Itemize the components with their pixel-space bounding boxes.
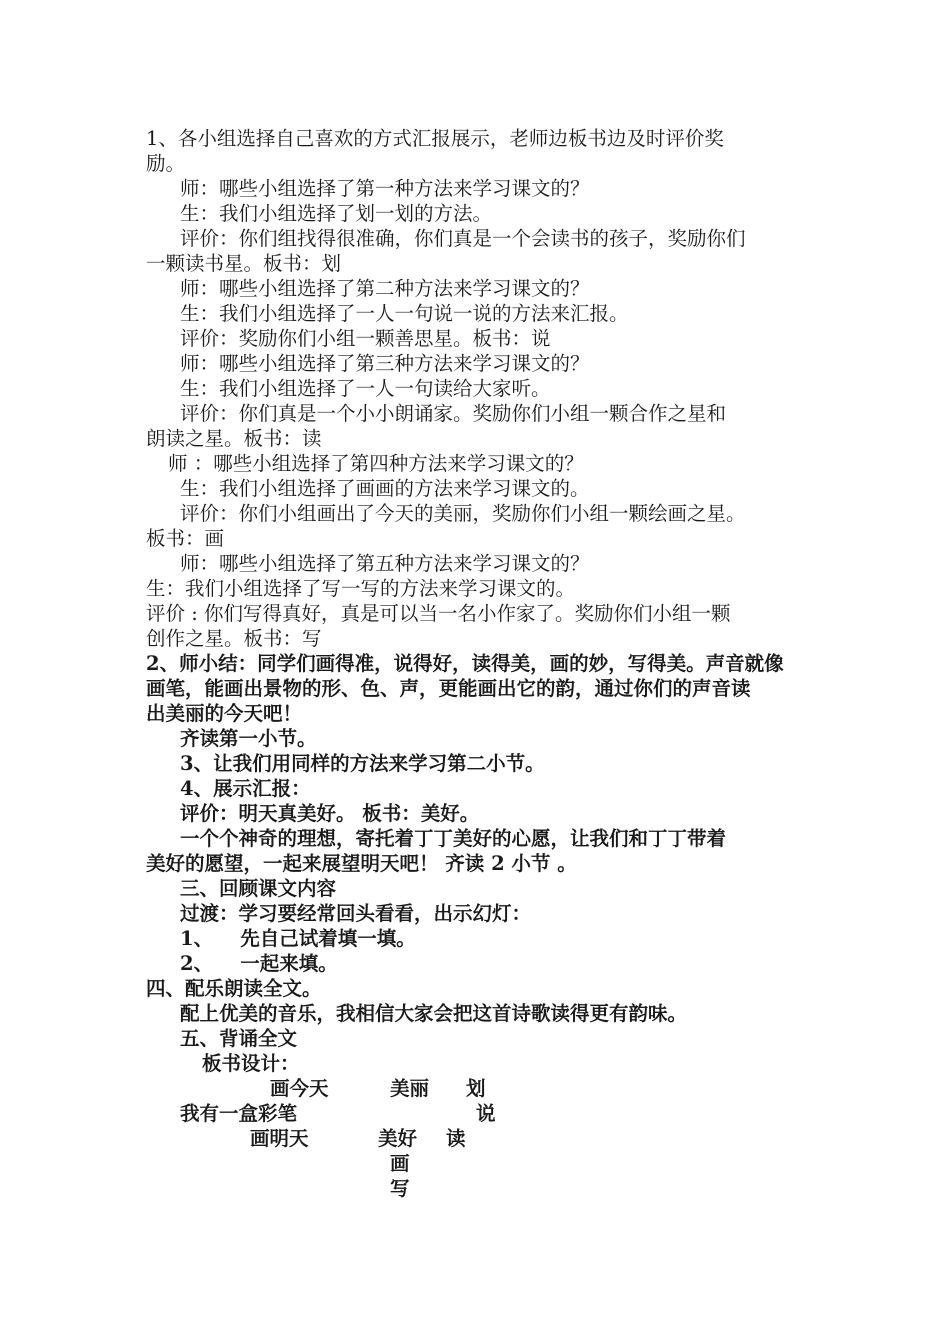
paragraph-line: 评价：奖励你们小组一颗善思星。板书：说 — [180, 327, 551, 350]
board-design-title: 板书设计： — [202, 1052, 300, 1075]
paragraph-line: 齐读第一小节。 — [180, 727, 317, 750]
paragraph-line: 美好的愿望，一起来展望明天吧！ 齐读 2 小节 。 — [146, 852, 577, 875]
paragraph-line: 过渡：学习要经常回头看看，出示幻灯： — [180, 902, 532, 925]
paragraph-line: 师 ：哪些小组选择了第四种方法来学习课文的？ — [168, 452, 584, 475]
paragraph-line: 生：我们小组选择了一人一句说一说的方法来汇报。 — [180, 302, 629, 325]
paragraph-line: 评价：你们真是一个小小朗诵家。奖励你们小组一颗合作之星和 — [180, 402, 727, 425]
paragraph-line: 评价：你们小组画出了今天的美丽，奖励你们小组一颗绘画之星。 — [180, 502, 746, 525]
section-heading: 四、配乐朗读全文。 — [146, 977, 322, 1000]
section-heading: 五、背诵全文 — [180, 1027, 298, 1050]
paragraph-line: 评价：明天真美好。 板书：美好。 — [180, 802, 480, 825]
board-hua-jintian: 画今天 — [270, 1077, 329, 1100]
board-hua2: 画 — [390, 1152, 410, 1175]
paragraph-line: 板书：画 — [146, 527, 225, 550]
list-item: 2、 一起来填。 — [180, 952, 338, 975]
paragraph-line: 师：哪些小组选择了第一种方法来学习课文的？ — [180, 177, 590, 200]
paragraph-line: 励。 — [146, 152, 186, 175]
paragraph-line: 出美丽的今天吧！ — [146, 702, 303, 725]
paragraph-line: 1、各小组选择自己喜欢的方式汇报展示，老师边板书边及时评价奖 — [146, 127, 724, 150]
paragraph-line: 评价 : 你们写得真好，真是可以当一名小作家了。奖励你们小组一颗 — [146, 602, 731, 625]
paragraph-line: 评价：你们组找得很准确，你们真是一个会读书的孩子，奖励你们 — [180, 227, 746, 250]
board-xie: 写 — [390, 1177, 410, 1200]
board-meihao: 美好 — [378, 1127, 418, 1150]
board-shuo: 说 — [476, 1102, 496, 1125]
paragraph-line: 一颗读书星。板书：划 — [146, 252, 342, 275]
paragraph-line: 生：我们小组选择了画画的方法来学习课文的。 — [180, 477, 590, 500]
paragraph-line: 生：我们小组选择了一人一句读给大家听。 — [180, 377, 551, 400]
section-heading: 三、回顾课文内容 — [180, 877, 337, 900]
paragraph-line: 3、让我们用同样的方法来学习第二小节。 — [180, 752, 545, 775]
paragraph-line: 朗读之星。板书：读 — [146, 427, 322, 450]
list-item: 1、 先自己试着填一填。 — [180, 927, 416, 950]
board-hua-mingtian: 画明天 — [250, 1127, 309, 1150]
paragraph-line: 生：我们小组选择了写一写的方法来学习课文的。 — [146, 577, 576, 600]
board-du: 读 — [446, 1127, 466, 1150]
paragraph-line: 4、展示汇报： — [180, 777, 311, 800]
paragraph-line: 师：哪些小组选择了第二种方法来学习课文的？ — [180, 277, 590, 300]
paragraph-line: 一个个神奇的理想，寄托着丁丁美好的心愿，让我们和丁丁带着 — [180, 827, 727, 850]
paragraph-line: 2、师小结：同学们画得准，说得好，读得美，画的妙，写得美。声音就像 — [146, 652, 784, 675]
board-hua1: 划 — [466, 1077, 486, 1100]
paragraph-line: 师：哪些小组选择了第三种方法来学习课文的？ — [180, 352, 590, 375]
paragraph-line: 师：哪些小组选择了第五种方法来学习课文的？ — [180, 552, 590, 575]
paragraph-line: 生：我们小组选择了划一划的方法。 — [180, 202, 493, 225]
board-meili: 美丽 — [390, 1077, 430, 1100]
board-caibi: 我有一盒彩笔 — [180, 1102, 298, 1125]
paragraph-line: 创作之星。板书：写 — [146, 627, 322, 650]
paragraph-line: 配上优美的音乐，我相信大家会把这首诗歌读得更有韵味。 — [180, 1002, 688, 1025]
paragraph-line: 画笔，能画出景物的形、色、声，更能画出它的韵，通过你们的声音读 — [146, 677, 751, 700]
